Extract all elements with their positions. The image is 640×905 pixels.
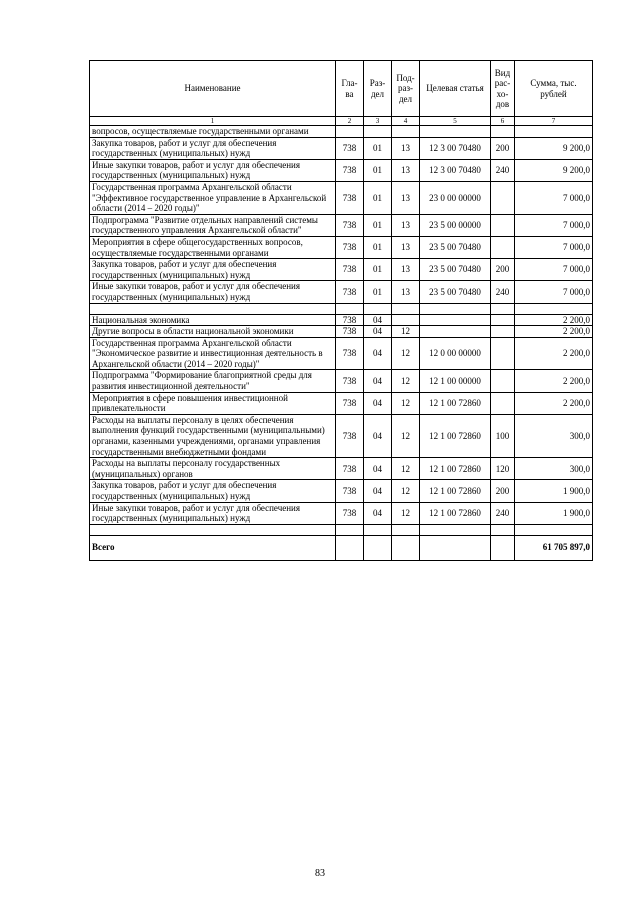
row-expense-type — [491, 236, 515, 258]
row-podrazdel: 12 — [392, 326, 420, 338]
row-expense-type: 200 — [491, 259, 515, 281]
row-glava: 738 — [336, 480, 364, 502]
row-expense-type — [491, 181, 515, 214]
row-expense-type — [491, 337, 515, 370]
row-podrazdel — [392, 314, 420, 326]
table-header — [90, 61, 593, 126]
row-name: Закупка товаров, работ и услуг для обеспечения государственных (муниципальных) нужд — [90, 259, 336, 281]
row-sum: 9 200,0 — [515, 159, 593, 181]
table-row — [90, 159, 593, 181]
column-number: 2 — [336, 117, 364, 126]
row-razdel: 01 — [364, 259, 392, 281]
row-razdel — [364, 126, 392, 138]
row-expense-type: 200 — [491, 480, 515, 502]
row-razdel: 04 — [364, 502, 392, 524]
row-sum — [515, 126, 593, 138]
table-body — [90, 126, 593, 536]
row-sum: 2 200,0 — [515, 314, 593, 326]
table-row — [90, 181, 593, 214]
table-row — [90, 458, 593, 480]
row-target-article: 12 3 00 70480 — [420, 159, 491, 181]
row-expense-type — [491, 126, 515, 138]
row-expense-type: 240 — [491, 502, 515, 524]
row-glava: 738 — [336, 314, 364, 326]
row-sum: 2 200,0 — [515, 326, 593, 338]
row-name: Мероприятия в сфере общегосударственных вопросов, осуществляемые государственными органами — [90, 236, 336, 258]
row-name — [90, 524, 336, 535]
row-podrazdel: 13 — [392, 281, 420, 303]
row-glava: 738 — [336, 326, 364, 338]
table-cell — [392, 535, 420, 560]
row-sum — [515, 524, 593, 535]
row-target-article: 23 5 00 70480 — [420, 259, 491, 281]
row-expense-type: 100 — [491, 414, 515, 457]
table-row — [90, 326, 593, 338]
row-name: Расходы на выплаты персоналу в целях обеспечения выполнения функций государственными (муниципальными) органами, казенными учреждениями, органами управления государственными внебюджетными фондами — [90, 414, 336, 457]
row-glava: 738 — [336, 414, 364, 457]
row-glava: 738 — [336, 337, 364, 370]
table-cell — [420, 535, 491, 560]
row-name — [90, 303, 336, 314]
table-cell — [336, 535, 364, 560]
row-target-article: 12 3 00 70480 — [420, 137, 491, 159]
row-glava: 738 — [336, 181, 364, 214]
row-name: Государственная программа Архангельской области "Эффективное государственное управление в Архангельской области (2014 – 2020 годы)" — [90, 181, 336, 214]
column-number: 3 — [364, 117, 392, 126]
row-razdel — [364, 303, 392, 314]
table-row — [90, 214, 593, 236]
header-podrazdel: Под-раз-дел — [392, 61, 420, 117]
header-name: Наименование — [90, 61, 336, 117]
column-number: 6 — [491, 117, 515, 126]
row-razdel: 01 — [364, 159, 392, 181]
row-target-article: 23 5 00 70480 — [420, 236, 491, 258]
row-glava: 738 — [336, 281, 364, 303]
table-row — [90, 314, 593, 326]
row-podrazdel: 13 — [392, 181, 420, 214]
table-row — [90, 259, 593, 281]
row-name: Другие вопросы в области национальной экономики — [90, 326, 336, 338]
row-target-article: 12 0 00 00000 — [420, 337, 491, 370]
row-podrazdel: 13 — [392, 236, 420, 258]
row-sum — [515, 303, 593, 314]
row-name: Закупка товаров, работ и услуг для обеспечения государственных (муниципальных) нужд — [90, 137, 336, 159]
row-razdel: 01 — [364, 236, 392, 258]
table-row — [90, 126, 593, 138]
row-expense-type — [491, 392, 515, 414]
row-razdel: 04 — [364, 370, 392, 392]
spacer-row — [90, 524, 593, 535]
table-row — [90, 370, 593, 392]
row-podrazdel: 13 — [392, 214, 420, 236]
row-name: Национальная экономика — [90, 314, 336, 326]
row-glava: 738 — [336, 137, 364, 159]
row-target-article: 12 1 00 72860 — [420, 392, 491, 414]
header-summa: Сумма, тыс. рублей — [515, 61, 593, 117]
row-sum: 300,0 — [515, 414, 593, 457]
spacer-row — [90, 303, 593, 314]
row-name: Иные закупки товаров, работ и услуг для обеспечения государственных (муниципальных) нужд — [90, 159, 336, 181]
row-glava: 738 — [336, 259, 364, 281]
row-expense-type — [491, 303, 515, 314]
column-number: 1 — [90, 117, 336, 126]
header-vid: Вид рас-хо-дов — [491, 61, 515, 117]
table-row — [90, 236, 593, 258]
total-label: Всего — [90, 535, 336, 560]
row-podrazdel: 13 — [392, 159, 420, 181]
row-name: Мероприятия в сфере повышения инвестиционной привлекательности — [90, 392, 336, 414]
table-row — [90, 502, 593, 524]
table-row — [90, 414, 593, 457]
row-sum: 2 200,0 — [515, 337, 593, 370]
row-glava: 738 — [336, 392, 364, 414]
row-podrazdel: 13 — [392, 259, 420, 281]
row-sum: 9 200,0 — [515, 137, 593, 159]
row-target-article: 12 1 00 00000 — [420, 370, 491, 392]
table-row — [90, 337, 593, 370]
row-expense-type — [491, 326, 515, 338]
row-name: Закупка товаров, работ и услуг для обеспечения государственных (муниципальных) нужд — [90, 480, 336, 502]
row-razdel: 04 — [364, 314, 392, 326]
row-expense-type: 240 — [491, 159, 515, 181]
row-target-article — [420, 524, 491, 535]
row-name: Подпрограмма "Формирование благоприятной среды для развития инвестиционной деятельности" — [90, 370, 336, 392]
row-podrazdel: 12 — [392, 392, 420, 414]
row-sum: 7 000,0 — [515, 181, 593, 214]
row-podrazdel: 12 — [392, 370, 420, 392]
table-row — [90, 480, 593, 502]
row-glava: 738 — [336, 159, 364, 181]
column-number-row — [90, 117, 593, 126]
row-target-article: 12 1 00 72860 — [420, 458, 491, 480]
column-number: 7 — [515, 117, 593, 126]
row-expense-type — [491, 214, 515, 236]
total-row — [90, 535, 593, 560]
row-name: Иные закупки товаров, работ и услуг для обеспечения государственных (муниципальных) нужд — [90, 502, 336, 524]
row-glava — [336, 126, 364, 138]
row-target-article: 12 1 00 72860 — [420, 480, 491, 502]
row-sum: 7 000,0 — [515, 259, 593, 281]
row-razdel: 04 — [364, 458, 392, 480]
row-sum: 7 000,0 — [515, 281, 593, 303]
row-target-article — [420, 314, 491, 326]
header-statya: Целевая статья — [420, 61, 491, 117]
row-target-article: 12 1 00 72860 — [420, 502, 491, 524]
row-podrazdel: 13 — [392, 137, 420, 159]
table-row — [90, 392, 593, 414]
row-target-article: 23 5 00 70480 — [420, 281, 491, 303]
row-target-article: 23 0 00 00000 — [420, 181, 491, 214]
row-glava — [336, 524, 364, 535]
column-number: 4 — [392, 117, 420, 126]
row-target-article — [420, 303, 491, 314]
row-target-article — [420, 126, 491, 138]
table-cell — [491, 535, 515, 560]
row-expense-type — [491, 524, 515, 535]
row-glava: 738 — [336, 236, 364, 258]
row-expense-type: 120 — [491, 458, 515, 480]
header-razdel: Раз-дел — [364, 61, 392, 117]
row-target-article: 12 1 00 72860 — [420, 414, 491, 457]
row-sum: 2 200,0 — [515, 370, 593, 392]
row-sum: 2 200,0 — [515, 392, 593, 414]
table-row — [90, 137, 593, 159]
row-podrazdel — [392, 524, 420, 535]
row-name: Государственная программа Архангельской области "Экономическое развитие и инвестиционная деятельность в Архангельской области (2014 – 2020 годы)" — [90, 337, 336, 370]
row-razdel: 04 — [364, 414, 392, 457]
row-glava: 738 — [336, 458, 364, 480]
row-razdel: 04 — [364, 392, 392, 414]
row-podrazdel: 12 — [392, 458, 420, 480]
row-podrazdel: 12 — [392, 502, 420, 524]
row-sum: 1 900,0 — [515, 502, 593, 524]
row-name: Подпрограмма "Развитие отдельных направлений системы государственного управления Архангельской области" — [90, 214, 336, 236]
row-razdel — [364, 524, 392, 535]
row-razdel: 01 — [364, 181, 392, 214]
row-podrazdel: 12 — [392, 337, 420, 370]
row-sum: 1 900,0 — [515, 480, 593, 502]
row-expense-type: 240 — [491, 281, 515, 303]
row-sum: 300,0 — [515, 458, 593, 480]
row-glava: 738 — [336, 214, 364, 236]
row-expense-type: 200 — [491, 137, 515, 159]
row-name: вопросов, осуществляемые государственными органами — [90, 126, 336, 138]
row-target-article — [420, 326, 491, 338]
page-number: 83 — [315, 868, 325, 879]
row-target-article: 23 5 00 00000 — [420, 214, 491, 236]
row-razdel: 04 — [364, 337, 392, 370]
row-glava — [336, 303, 364, 314]
row-podrazdel: 12 — [392, 480, 420, 502]
row-razdel: 01 — [364, 214, 392, 236]
total-sum: 61 705 897,0 — [515, 535, 593, 560]
row-podrazdel — [392, 303, 420, 314]
table-cell — [364, 535, 392, 560]
row-glava: 738 — [336, 502, 364, 524]
header-glava: Гла-ва — [336, 61, 364, 117]
row-podrazdel — [392, 126, 420, 138]
row-expense-type — [491, 314, 515, 326]
row-name: Иные закупки товаров, работ и услуг для обеспечения государственных (муниципальных) нужд — [90, 281, 336, 303]
row-razdel: 04 — [364, 326, 392, 338]
column-number: 5 — [420, 117, 491, 126]
budget-table — [89, 60, 593, 561]
row-name: Расходы на выплаты персоналу государственных (муниципальных) органов — [90, 458, 336, 480]
row-podrazdel: 12 — [392, 414, 420, 457]
row-razdel: 01 — [364, 281, 392, 303]
row-sum: 7 000,0 — [515, 236, 593, 258]
row-razdel: 04 — [364, 480, 392, 502]
row-expense-type — [491, 370, 515, 392]
table-row — [90, 281, 593, 303]
row-glava: 738 — [336, 370, 364, 392]
row-sum: 7 000,0 — [515, 214, 593, 236]
row-razdel: 01 — [364, 137, 392, 159]
